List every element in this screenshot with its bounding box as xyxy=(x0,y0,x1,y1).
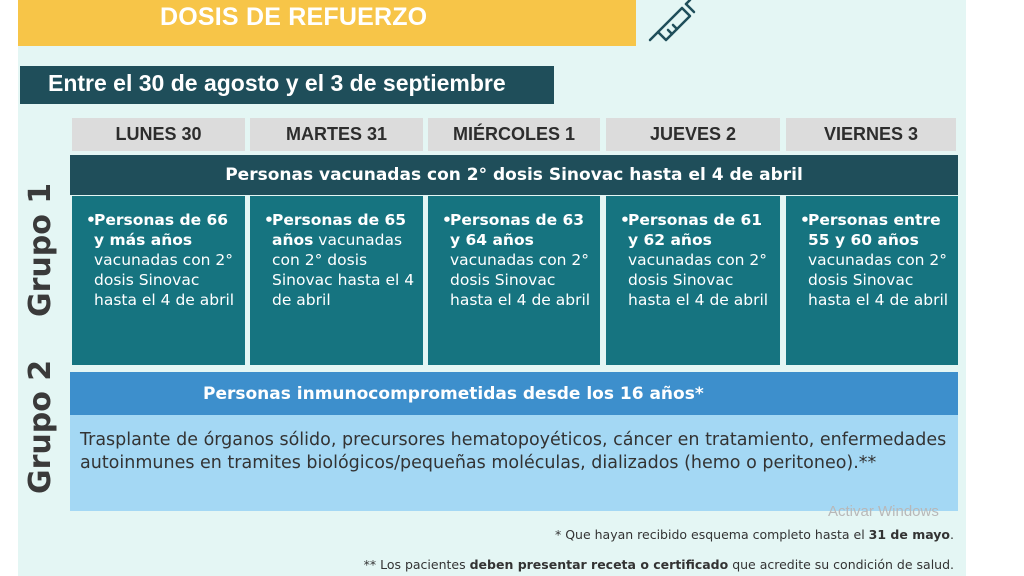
date-banner xyxy=(20,66,554,104)
cell-text: vacunadas con 2° dosis Sinovac hasta el 4 de abril xyxy=(272,231,415,309)
group2-label: Grupo 2 xyxy=(23,359,58,494)
syringe-icon xyxy=(646,0,698,42)
group1-label: Grupo 1 xyxy=(23,182,58,317)
day-header-wednesday: MIÉRCOLES 1 xyxy=(428,118,600,151)
page-title: DOSIS DE REFUERZO xyxy=(160,3,428,31)
footnote-one xyxy=(555,527,954,542)
bullet: • xyxy=(264,211,274,229)
group2-description: Trasplante de órganos sólido, precursores hematopoyéticos, cáncer en tratamiento, enfermedades autoinmunes en tramites biológicos/pequeñas moléculas, dializados (hemo o peritoneo).** xyxy=(70,415,958,511)
group2-title: Personas inmunocomprometidas desde los 16 años* xyxy=(70,372,958,415)
footnote-two-bold: deben presentar receta o certificado xyxy=(469,557,729,572)
cell-text: vacunadas con 2° dosis Sinovac hasta el 4 de abril xyxy=(94,251,235,309)
footnote-two-text: ** Los pacientes xyxy=(363,557,470,572)
bullet: • xyxy=(800,211,810,229)
day-header-thursday: JUEVES 2 xyxy=(606,118,780,151)
cell-bold-text: Personas de 65 años xyxy=(272,211,407,249)
day-header-friday: VIERNES 3 xyxy=(786,118,956,151)
cell-text: vacunadas con 2° dosis Sinovac hasta el 4 de abril xyxy=(808,251,949,309)
group1-title: Personas vacunadas con 2° dosis Sinovac hasta el 4 de abril xyxy=(70,155,958,195)
footnote-one-text: * Que hayan recibido esquema completo hasta el xyxy=(554,527,869,542)
cell-bold-text: Personas de 63 y 64 años xyxy=(450,211,585,249)
group1-cell-friday xyxy=(786,196,958,365)
footnote-two xyxy=(364,557,954,572)
cell-bold-text: Personas entre 55 y 60 años xyxy=(808,211,941,249)
footnote-two-suffix: que acredite su condición de salud. xyxy=(728,557,954,572)
bullet: • xyxy=(620,211,630,229)
windows-activation-watermark: Activar Windows xyxy=(828,503,939,520)
group1-cell-wednesday xyxy=(428,196,600,365)
bullet: • xyxy=(86,211,96,229)
cell-bold-text: Personas de 66 y más años xyxy=(94,211,229,249)
cell-bold-text: Personas de 61 y 62 años xyxy=(628,211,763,249)
day-header-monday: LUNES 30 xyxy=(72,118,245,151)
bullet: • xyxy=(442,211,452,229)
day-header-tuesday: MARTES 31 xyxy=(250,118,423,151)
date-range-text: Entre el 30 de agosto y el 3 de septiembre xyxy=(48,70,506,96)
footnote-one-bold: 31 de mayo xyxy=(868,527,951,542)
footnote-one-suffix: . xyxy=(950,527,954,542)
group1-cell-tuesday xyxy=(250,196,423,365)
group1-cell-monday xyxy=(72,196,245,365)
group1-cell-thursday xyxy=(606,196,780,365)
cell-text: vacunadas con 2° dosis Sinovac hasta el 4 de abril xyxy=(450,251,591,309)
cell-text: vacunadas con 2° dosis Sinovac hasta el 4 de abril xyxy=(628,251,769,309)
